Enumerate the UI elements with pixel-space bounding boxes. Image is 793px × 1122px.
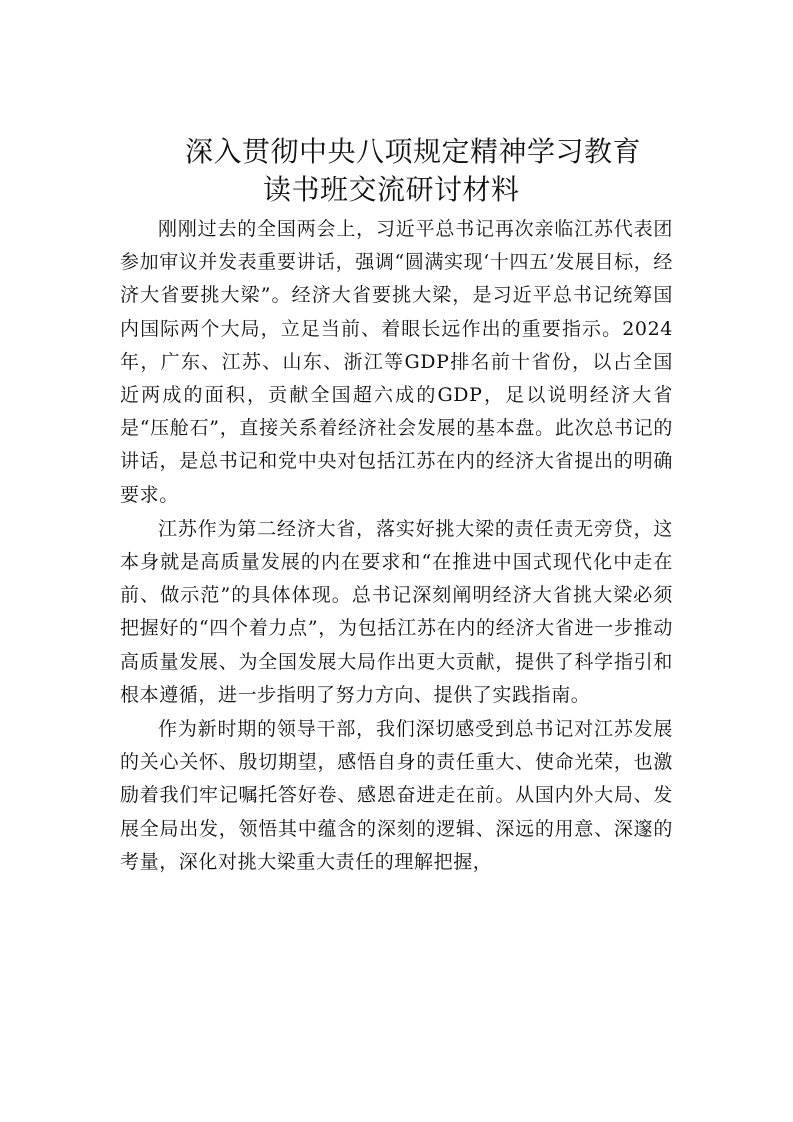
paragraph-1: 刚刚过去的全国两会上，习近平总书记再次亲临江苏代表团参加审议并发表重要讲话，强调“圆满实现‘十四五’发展目标，经济大省要挑大梁”。经济大省要挑大梁，是习近平总书记统筹国内国际两个大局，立足当前、着眼长远作出的重要指示。2024年，广东、江苏、山东、浙江等GDP排名前十省份，以占全国近两成的面积，贡献全国超六成的GDP，足以说明经济大省是“压舱石”，直接关系着经济社会发展的基本盘。此次总书记的讲话，是总书记和党中央对包括江苏在内的经济大省提出的明确要求。 xyxy=(120,218,673,506)
paragraph-3: 作为新时期的领导干部，我们深切感受到总书记对江苏发展的关心关怀、殷切期望，感悟自身的责任重大、使命光荣，也激励着我们牢记嘱托答好卷、感恩奋进走在前。从国内外大局、发展全局出发，领悟其中蕴含的深刻的逻辑、深远的用意、深邃的考量，深化对挑大梁重大责任的理解把握， xyxy=(120,718,673,873)
paragraph-2: 江苏作为第二经济大省，落实好挑大梁的责任责无旁贷，这本身就是高质量发展的内在要求和“在推进中国式现代化中走在前、做示范”的具体体现。总书记深刻阐明经济大省挑大梁必须把握好的“四个着力点”，为包括江苏在内的经济大省进一步推动高质量发展、为全国发展大局作出更大贡献，提供了科学指引和根本遵循，进一步指明了努力方向、提供了实践指南。 xyxy=(120,517,673,706)
document-title-line-2: 读书班交流研讨材料 xyxy=(263,173,520,206)
document-title-line-1: 深入贯彻中央八项规定精神学习教育 xyxy=(185,135,642,168)
document-body xyxy=(120,213,673,879)
